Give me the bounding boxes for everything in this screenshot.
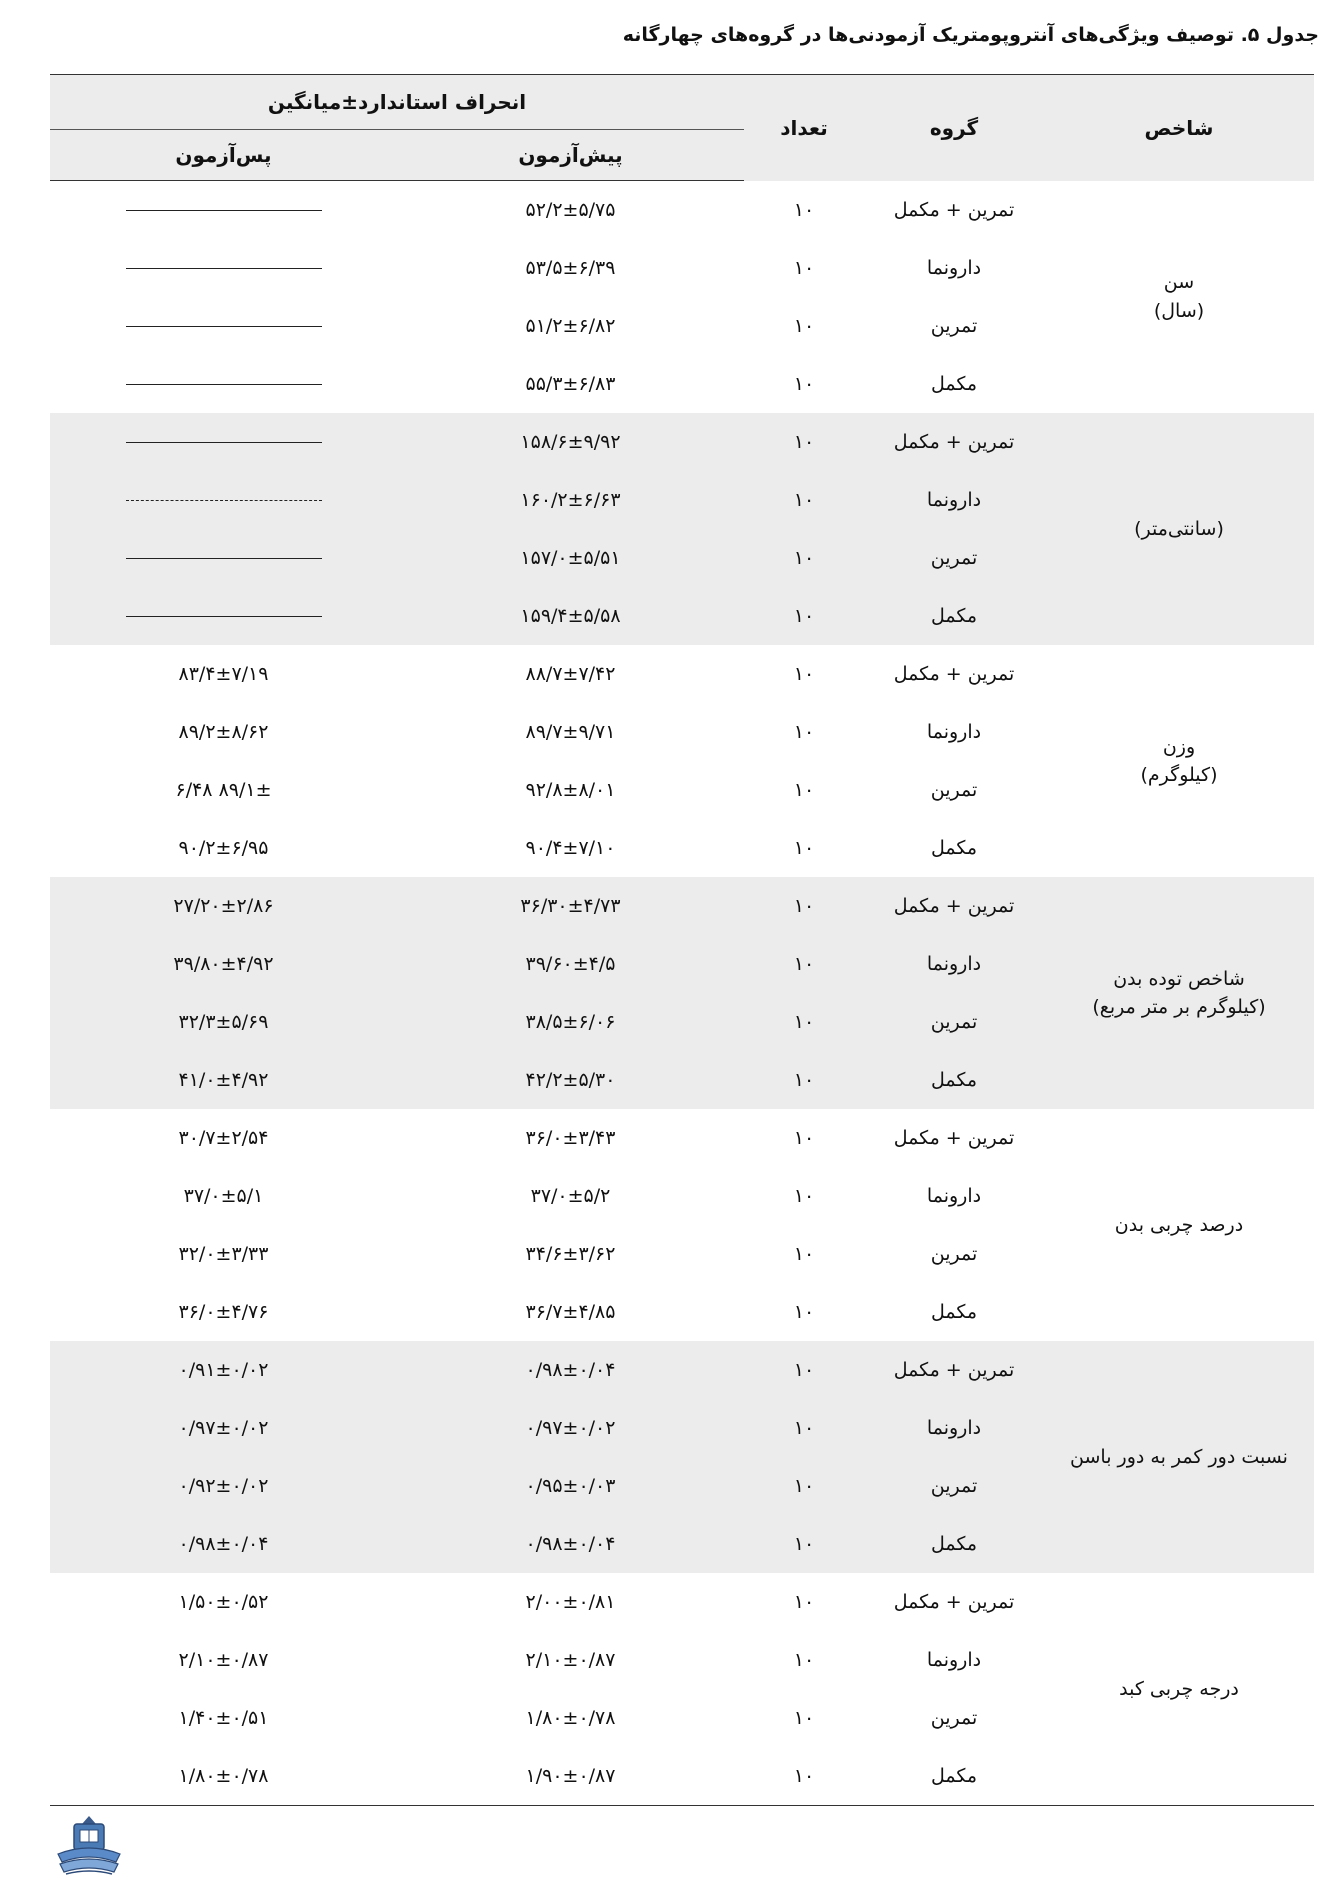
group-cell: تمرین + مکمل: [864, 413, 1044, 471]
pre-cell: ۸۸/۷±۷/۴۲: [525, 663, 616, 685]
count-cell: ۱۰: [744, 877, 864, 935]
count-cell: ۱۰: [793, 1185, 815, 1207]
index-label: سن: [1163, 271, 1195, 294]
anthropometric-table: [50, 74, 1314, 1806]
group-cell: دارونما: [926, 1649, 982, 1671]
post-cell: ۲۷/۲۰±۲/۸۶: [50, 877, 397, 935]
pre-cell: ۳۴/۶±۳/۶۲: [525, 1243, 616, 1265]
group-cell: دارونما: [926, 1185, 982, 1207]
header-count: تعداد: [744, 75, 864, 181]
count-cell: ۱۰: [744, 1515, 864, 1573]
group-cell: تمرین + مکمل: [893, 663, 1015, 685]
pre-cell: ۸۹/۷±۹/۷۱: [525, 721, 616, 743]
group-cell: تمرین: [930, 1707, 978, 1729]
table-caption: جدول ۵. توصیف ویژگی‌های آنتروپومتریک آزمودنی‌ها در گروه‌های چهارگانه: [622, 24, 1319, 46]
post-cell: ۳۲/۳±۵/۶۹: [50, 993, 397, 1051]
count-cell: ۱۰: [793, 1649, 815, 1671]
pre-cell: ۳۸/۵±۶/۰۶: [397, 993, 744, 1051]
group-cell: دارونما: [926, 721, 982, 743]
count-cell: ۱۰: [744, 1051, 864, 1109]
pre-cell: ۳۷/۰±۵/۲: [530, 1185, 611, 1207]
group-cell: دارونما: [864, 1399, 1044, 1457]
index-label: وزن: [1162, 735, 1196, 758]
pre-cell: ۹۰/۴±۷/۱۰: [525, 837, 616, 859]
index-label: (سانتی‌متر): [1134, 517, 1224, 540]
index-cell: [1044, 413, 1314, 645]
table-row: [50, 181, 1314, 240]
empty-value-line: [126, 558, 322, 559]
count-cell: ۱۰: [793, 315, 815, 337]
group-cell: دارونما: [864, 935, 1044, 993]
post-cell: [50, 471, 397, 529]
count-cell: ۱۰: [793, 1243, 815, 1265]
group-cell: مکمل: [864, 1515, 1044, 1573]
post-cell: ۱/۵۰±۰/۵۲: [178, 1591, 269, 1613]
group-cell: دارونما: [926, 257, 982, 279]
group-cell: تمرین + مکمل: [864, 877, 1044, 935]
count-cell: ۱۰: [793, 198, 815, 221]
index-label: (کیلوگرم بر متر مربع): [1092, 996, 1266, 1018]
group-cell: تمرین + مکمل: [893, 1591, 1015, 1613]
group-cell: مکمل: [864, 587, 1044, 645]
pre-cell: ۱۵۹/۴±۵/۵۸: [397, 587, 744, 645]
count-cell: ۱۰: [744, 413, 864, 471]
group-cell: تمرین: [930, 315, 978, 337]
pre-cell: ۲/۰۰±۰/۸۱: [525, 1591, 616, 1613]
pre-cell: ۱۶۰/۲±۶/۶۳: [397, 471, 744, 529]
table-row: [50, 645, 1314, 703]
empty-value-line: [126, 268, 322, 269]
post-cell: ۱/۴۰±۰/۵۱: [178, 1707, 269, 1729]
count-cell: ۱۰: [793, 1765, 815, 1787]
pre-cell: ۲/۱۰±۰/۸۷: [525, 1649, 616, 1671]
post-cell: [50, 355, 397, 413]
index-label: درصد چربی بدن: [1114, 1213, 1244, 1236]
group-cell: مکمل: [930, 1301, 978, 1323]
post-cell: ۰/۹۱±۰/۰۲: [50, 1341, 397, 1399]
empty-value-line: [126, 384, 322, 385]
post-cell: [50, 529, 397, 587]
count-cell: ۱۰: [793, 837, 815, 859]
group-cell: تمرین: [864, 993, 1044, 1051]
count-cell: ۱۰: [793, 721, 815, 743]
count-cell: ۱۰: [793, 1301, 815, 1323]
group-cell: تمرین: [864, 1457, 1044, 1515]
table-row: [50, 1341, 1314, 1399]
group-cell: مکمل: [864, 1051, 1044, 1109]
group-cell: مکمل: [930, 837, 978, 859]
count-cell: ۱۰: [744, 993, 864, 1051]
empty-value-line: [126, 616, 322, 617]
post-cell: ۴۱/۰±۴/۹۲: [50, 1051, 397, 1109]
post-cell: ۳۹/۸۰±۴/۹۲: [50, 935, 397, 993]
count-cell: ۱۰: [744, 529, 864, 587]
group-cell: تمرین: [864, 529, 1044, 587]
count-cell: ۱۰: [744, 1457, 864, 1515]
index-cell: [1044, 181, 1314, 414]
table-row: [50, 1573, 1314, 1631]
index-cell: [1044, 1341, 1314, 1573]
count-cell: ۱۰: [744, 1341, 864, 1399]
count-cell: ۱۰: [744, 471, 864, 529]
post-cell: ۳۰/۷±۲/۵۴: [178, 1127, 269, 1149]
post-cell: ۰/۹۸±۰/۰۴: [50, 1515, 397, 1573]
pre-cell: ۰/۹۸±۰/۰۴: [397, 1515, 744, 1573]
empty-value-line: [126, 326, 322, 327]
post-cell: ۸۹/۲±۸/۶۲: [178, 721, 269, 743]
index-cell: [1044, 1109, 1314, 1341]
empty-value-line: [126, 442, 322, 443]
group-cell: تمرین: [930, 779, 978, 801]
index-cell: [1044, 877, 1314, 1109]
post-cell: ۲/۱۰±۰/۸۷: [178, 1649, 269, 1671]
post-cell: [50, 587, 397, 645]
count-cell: ۱۰: [793, 257, 815, 279]
post-cell: [50, 413, 397, 471]
count-cell: ۱۰: [744, 935, 864, 993]
pre-cell: ۰/۹۵±۰/۰۳: [397, 1457, 744, 1515]
group-cell: تمرین: [930, 1243, 978, 1265]
pre-cell: ۳۶/۰±۳/۴۳: [525, 1127, 616, 1149]
post-cell: ۳۶/۰±۴/۷۶: [178, 1301, 269, 1323]
index-label: نسبت دور کمر به دور باسن: [1070, 1445, 1288, 1468]
pre-cell: ۹۲/۸±۸/۰۱: [525, 779, 616, 801]
pre-cell: ۵۱/۲±۶/۸۲: [525, 315, 616, 337]
group-cell: تمرین + مکمل: [893, 1127, 1015, 1149]
pre-cell: ۵۳/۵±۶/۳۹: [525, 257, 616, 279]
table-row: [50, 877, 1314, 935]
pre-cell: ۳۹/۶۰±۴/۵: [397, 935, 744, 993]
index-label: (کیلوگرم): [1140, 764, 1218, 786]
post-cell: ۳۲/۰±۳/۳۳: [178, 1243, 269, 1265]
post-cell: [50, 297, 397, 355]
table-row: [50, 1109, 1314, 1167]
pre-cell: ۵۲/۲±۵/۷۵: [525, 199, 616, 221]
pre-cell: ۰/۹۸±۰/۰۴: [397, 1341, 744, 1399]
table-container: [50, 74, 1314, 1806]
index-cell: [1044, 1573, 1314, 1806]
index-label: درجه چربی کبد: [1119, 1677, 1239, 1700]
header-pretest: پیش‌آزمون: [397, 130, 744, 181]
pre-cell: ۱/۹۰±۰/۸۷: [525, 1765, 616, 1787]
pre-cell: ۳۶/۷±۴/۸۵: [525, 1301, 616, 1323]
header-sd-mean: انحراف استاندارد±میانگین: [50, 75, 744, 130]
header-group: گروه: [864, 75, 1044, 181]
count-cell: ۱۰: [744, 1399, 864, 1457]
post-cell: ۳۷/۰±۵/۱: [183, 1185, 264, 1207]
post-cell: ۰/۹۷±۰/۰۲: [50, 1399, 397, 1457]
empty-value-line: [126, 500, 322, 501]
post-cell: ۱/۸۰±۰/۷۸: [178, 1765, 269, 1787]
post-cell: ۸۹/۱± ۶/۴۸: [175, 779, 272, 801]
group-cell: مکمل: [930, 373, 978, 395]
empty-value-line: [126, 210, 322, 211]
post-cell: [50, 181, 397, 240]
table-row: [50, 413, 1314, 471]
count-cell: ۱۰: [793, 779, 815, 801]
pre-cell: ۱/۸۰±۰/۷۸: [525, 1707, 616, 1729]
header-posttest: پس‌آزمون: [50, 130, 397, 181]
header-index: شاخص: [1044, 75, 1314, 181]
count-cell: ۱۰: [793, 373, 815, 395]
pre-cell: ۴۲/۲±۵/۳۰: [397, 1051, 744, 1109]
group-cell: مکمل: [930, 1765, 978, 1787]
post-cell: ۰/۹۲±۰/۰۲: [50, 1457, 397, 1515]
journal-logo-icon: [52, 1812, 126, 1882]
index-cell: [1044, 645, 1314, 877]
post-cell: ۸۳/۴±۷/۱۹: [178, 663, 269, 685]
group-cell: تمرین + مکمل: [893, 198, 1015, 221]
count-cell: ۱۰: [793, 1127, 815, 1149]
post-cell: ۹۰/۲±۶/۹۵: [178, 837, 269, 859]
count-cell: ۱۰: [793, 663, 815, 685]
count-cell: ۱۰: [793, 1707, 815, 1729]
pre-cell: ۱۵۷/۰±۵/۵۱: [397, 529, 744, 587]
pre-cell: ۰/۹۷±۰/۰۲: [397, 1399, 744, 1457]
pre-cell: ۵۵/۳±۶/۸۳: [525, 373, 616, 395]
pre-cell: ۱۵۸/۶±۹/۹۲: [397, 413, 744, 471]
group-cell: دارونما: [864, 471, 1044, 529]
group-cell: تمرین + مکمل: [864, 1341, 1044, 1399]
index-label: شاخص توده بدن: [1113, 967, 1245, 990]
post-cell: [50, 239, 397, 297]
pre-cell: ۳۶/۳۰±۴/۷۳: [397, 877, 744, 935]
count-cell: ۱۰: [744, 587, 864, 645]
index-label: (سال): [1153, 299, 1205, 322]
count-cell: ۱۰: [793, 1591, 815, 1613]
table-body: [50, 181, 1314, 1806]
